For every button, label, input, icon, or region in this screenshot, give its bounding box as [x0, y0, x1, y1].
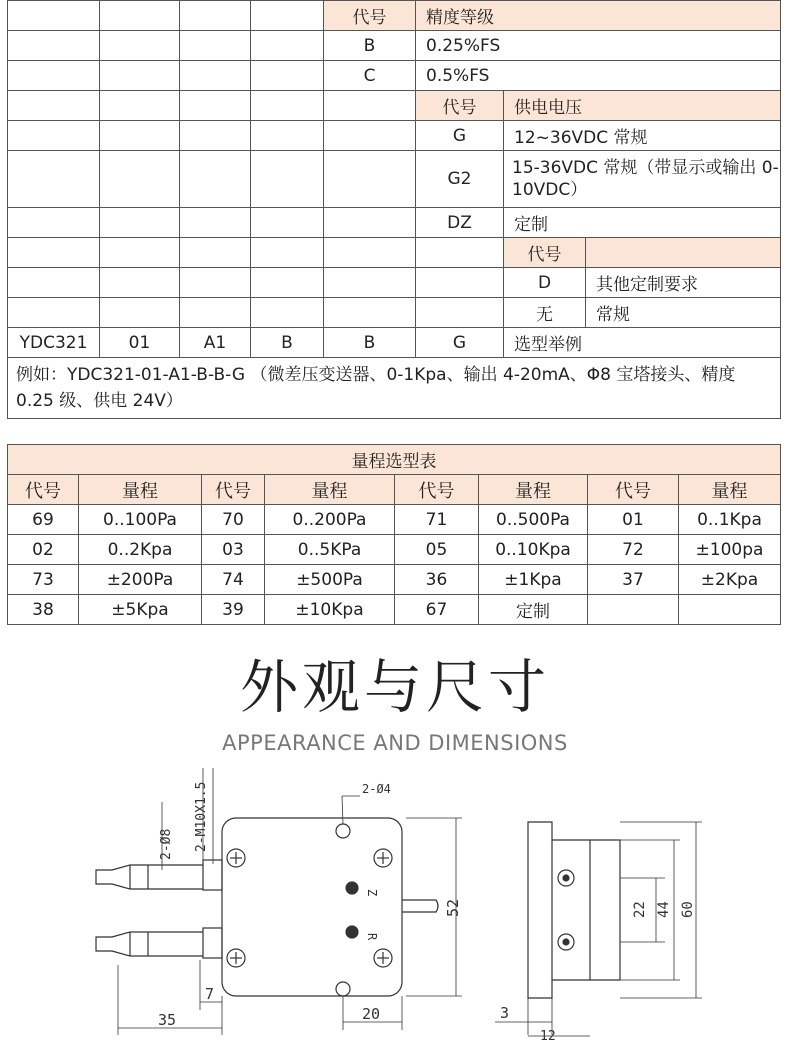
screw-icon	[374, 849, 392, 867]
dimension-drawing	[0, 760, 790, 1040]
table-row	[8, 208, 781, 238]
range-code: 72	[588, 535, 679, 565]
column-header: 量程	[479, 475, 588, 505]
power-value: 12~36VDC 常规	[504, 121, 781, 151]
range-code: 38	[8, 595, 79, 625]
table-row	[8, 121, 781, 151]
other-desc-header	[586, 238, 781, 268]
table-row	[8, 238, 781, 268]
power-code-header: 代号	[416, 91, 504, 121]
example-model: YDC321	[8, 328, 100, 358]
zero-pot-icon	[346, 882, 358, 894]
table-row	[8, 595, 781, 625]
range-code	[588, 595, 679, 625]
range-code: 39	[202, 595, 265, 625]
table-row	[8, 61, 781, 91]
inlet-diameter-label: 2-Ø8	[159, 828, 174, 860]
range-code: 05	[395, 535, 479, 565]
dim-20: 20	[362, 1005, 381, 1023]
table-row	[8, 151, 781, 208]
column-header: 代号	[395, 475, 479, 505]
example-row	[8, 328, 781, 358]
example-range: 01	[100, 328, 180, 358]
range-code: 02	[8, 535, 79, 565]
table-row	[8, 535, 781, 565]
range-code: 69	[8, 505, 79, 535]
power-code: G2	[416, 151, 504, 208]
example-power: G	[416, 328, 504, 358]
range-code: 01	[588, 505, 679, 535]
range-code: 36	[395, 565, 479, 595]
range-value: ±200Pa	[79, 565, 202, 595]
table-row	[8, 505, 781, 535]
example-connector: B	[251, 328, 324, 358]
accuracy-level-header: 精度等级	[416, 1, 781, 31]
other-value: 其他定制要求	[586, 268, 781, 298]
accuracy-code: B	[324, 31, 416, 61]
thread-label: 2-M10X1.5	[194, 781, 209, 852]
range-value: ±100pa	[679, 535, 781, 565]
range-value: 0..1Kpa	[679, 505, 781, 535]
range-code: 74	[202, 565, 265, 595]
column-header: 量程	[79, 475, 202, 505]
pressure-port-icon	[96, 928, 222, 958]
table-row	[8, 298, 781, 328]
range-table-title: 量程选型表	[8, 445, 781, 475]
range-code: 03	[202, 535, 265, 565]
range-value: 0..5KPa	[265, 535, 395, 565]
range-value: 0..2Kpa	[79, 535, 202, 565]
range-value: 0..500Pa	[479, 505, 588, 535]
range-label: R	[365, 933, 379, 941]
range-code: 67	[395, 595, 479, 625]
table-row	[8, 1, 781, 31]
side-dim-3: 3	[500, 1004, 510, 1022]
table-header-row	[8, 475, 781, 505]
column-header: 代号	[8, 475, 79, 505]
range-value: ±1Kpa	[479, 565, 588, 595]
range-value: 0..200Pa	[265, 505, 395, 535]
screw-icon	[374, 949, 392, 967]
screw-icon	[227, 949, 245, 967]
zero-label: Z	[365, 889, 379, 897]
table-row	[8, 565, 781, 595]
table-row	[8, 91, 781, 121]
accuracy-code-header: 代号	[324, 1, 416, 31]
range-value	[679, 595, 781, 625]
column-header: 代号	[588, 475, 679, 505]
dim-35: 35	[158, 1011, 177, 1029]
range-code: 70	[202, 505, 265, 535]
table-row	[8, 268, 781, 298]
range-code: 73	[8, 565, 79, 595]
side-dim-22: 22	[632, 901, 648, 918]
other-code: D	[504, 268, 586, 298]
cable-outlet	[402, 900, 438, 912]
model-selection-table	[7, 0, 781, 419]
other-code-header: 代号	[504, 238, 586, 268]
side-dim-12: 12	[540, 1029, 556, 1040]
pressure-port-icon	[96, 860, 222, 890]
range-value: ±5Kpa	[79, 595, 202, 625]
accuracy-value: 0.5%FS	[416, 61, 781, 91]
hole-label: 2-Ø4	[362, 782, 391, 796]
section-subtitle: APPEARANCE AND DIMENSIONS	[222, 731, 568, 755]
range-value: 0..10Kpa	[479, 535, 588, 565]
side-view	[528, 822, 620, 998]
accuracy-code: C	[324, 61, 416, 91]
screw-icon	[227, 849, 245, 867]
sensor-body	[222, 818, 402, 996]
example-note-row	[8, 358, 781, 419]
range-value: 定制	[479, 595, 588, 625]
example-label: 选型举例	[504, 328, 781, 358]
side-dim-44: 44	[656, 901, 672, 918]
example-note: 例如：YDC321-01-A1-B-B-G （微差压变送器、0-1Kpa、输出 4-20mA、Φ8 宝塔接头、精度 0.25 级、供电 24V）	[8, 358, 781, 419]
table-title-row	[8, 445, 781, 475]
power-value: 15-36VDC 常规（带显示或输出 0-10VDC）	[504, 151, 781, 208]
range-value: ±10Kpa	[265, 595, 395, 625]
side-dim-60: 60	[680, 901, 696, 918]
range-code: 71	[395, 505, 479, 535]
range-value: ±2Kpa	[679, 565, 781, 595]
mount-hole-icon	[336, 982, 350, 996]
range-code: 37	[588, 565, 679, 595]
dim-7: 7	[205, 985, 215, 1003]
power-code: G	[416, 121, 504, 151]
power-code: DZ	[416, 208, 504, 238]
power-supply-header: 供电电压	[504, 91, 781, 121]
accuracy-value: 0.25%FS	[416, 31, 781, 61]
example-output: A1	[180, 328, 251, 358]
other-code: 无	[504, 298, 586, 328]
range-selection-table	[7, 444, 781, 625]
section-title: 外观与尺寸	[239, 653, 550, 721]
range-value: ±500Pa	[265, 565, 395, 595]
mount-hole-icon	[336, 824, 350, 838]
example-accuracy: B	[324, 328, 416, 358]
other-value: 常规	[586, 298, 781, 328]
range-pot-icon	[346, 926, 358, 938]
column-header: 量程	[265, 475, 395, 505]
range-value: 0..100Pa	[79, 505, 202, 535]
height-dim: 52	[444, 898, 462, 917]
table-row	[8, 31, 781, 61]
column-header: 量程	[679, 475, 781, 505]
column-header: 代号	[202, 475, 265, 505]
power-value: 定制	[504, 208, 781, 238]
